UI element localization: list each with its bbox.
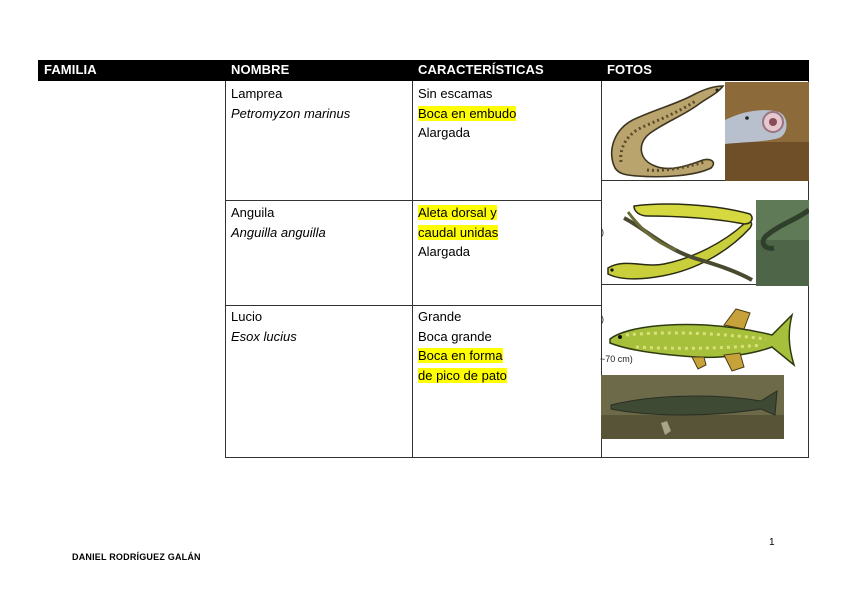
trait-highlighted: Aleta dorsal y [418,205,497,220]
lamprey-illustration [607,82,725,180]
trait: Alargada [418,125,471,140]
row-anguila-nombre [231,203,326,242]
row-lucio-nombre [231,307,297,346]
pike-underwater-photo [601,375,784,439]
trait-highlighted: Boca en forma [418,348,503,363]
page-number: 1 [769,537,775,548]
grid-line [412,81,413,458]
lamprey-mouth-photo [725,82,809,181]
pike-illustration [606,305,798,375]
trait: Sin escamas [418,86,493,101]
common-name: Lucio [231,309,263,324]
trait-highlighted: caudal unidas [418,224,499,240]
table-header-row [38,60,809,81]
grid-line [225,305,601,306]
row-lamprea-caracteristicas [418,84,516,143]
trait-highlighted: de pico de pato [418,367,507,383]
row-lucio-caracteristicas [418,307,507,385]
trait: Grande [418,309,462,324]
scientific-name: Esox lucius [231,328,297,344]
header-nombre: NOMBRE [231,62,290,77]
trait: Boca grande [418,328,492,344]
header-fotos: FOTOS [607,62,653,77]
trait-highlighted: Boca en embudo [418,105,517,121]
header-familia: FAMILIA [44,62,97,77]
grid-line [225,81,226,458]
common-name: Anguila [231,205,275,220]
photo-caption-fragment: ) [601,227,604,237]
row-lamprea-nombre [231,84,350,123]
grid-line [225,200,601,201]
grid-line [225,457,809,458]
photo-caption-fragment: ) [601,314,604,324]
trait: Alargada [418,244,471,259]
photo-caption-fragment: ~70 cm) [600,354,633,364]
common-name: Lamprea [231,86,283,101]
eel-illustration [604,198,756,284]
scientific-name: Petromyzon marinus [231,105,351,121]
footer-author: DANIEL RODRÍGUEZ GALÁN [72,552,201,562]
row-anguila-caracteristicas [418,203,498,262]
header-caracteristicas: CARACTERÍSTICAS [418,62,544,77]
eel-habitat-photo [756,200,809,286]
scientific-name: Anguilla anguilla [231,224,326,240]
